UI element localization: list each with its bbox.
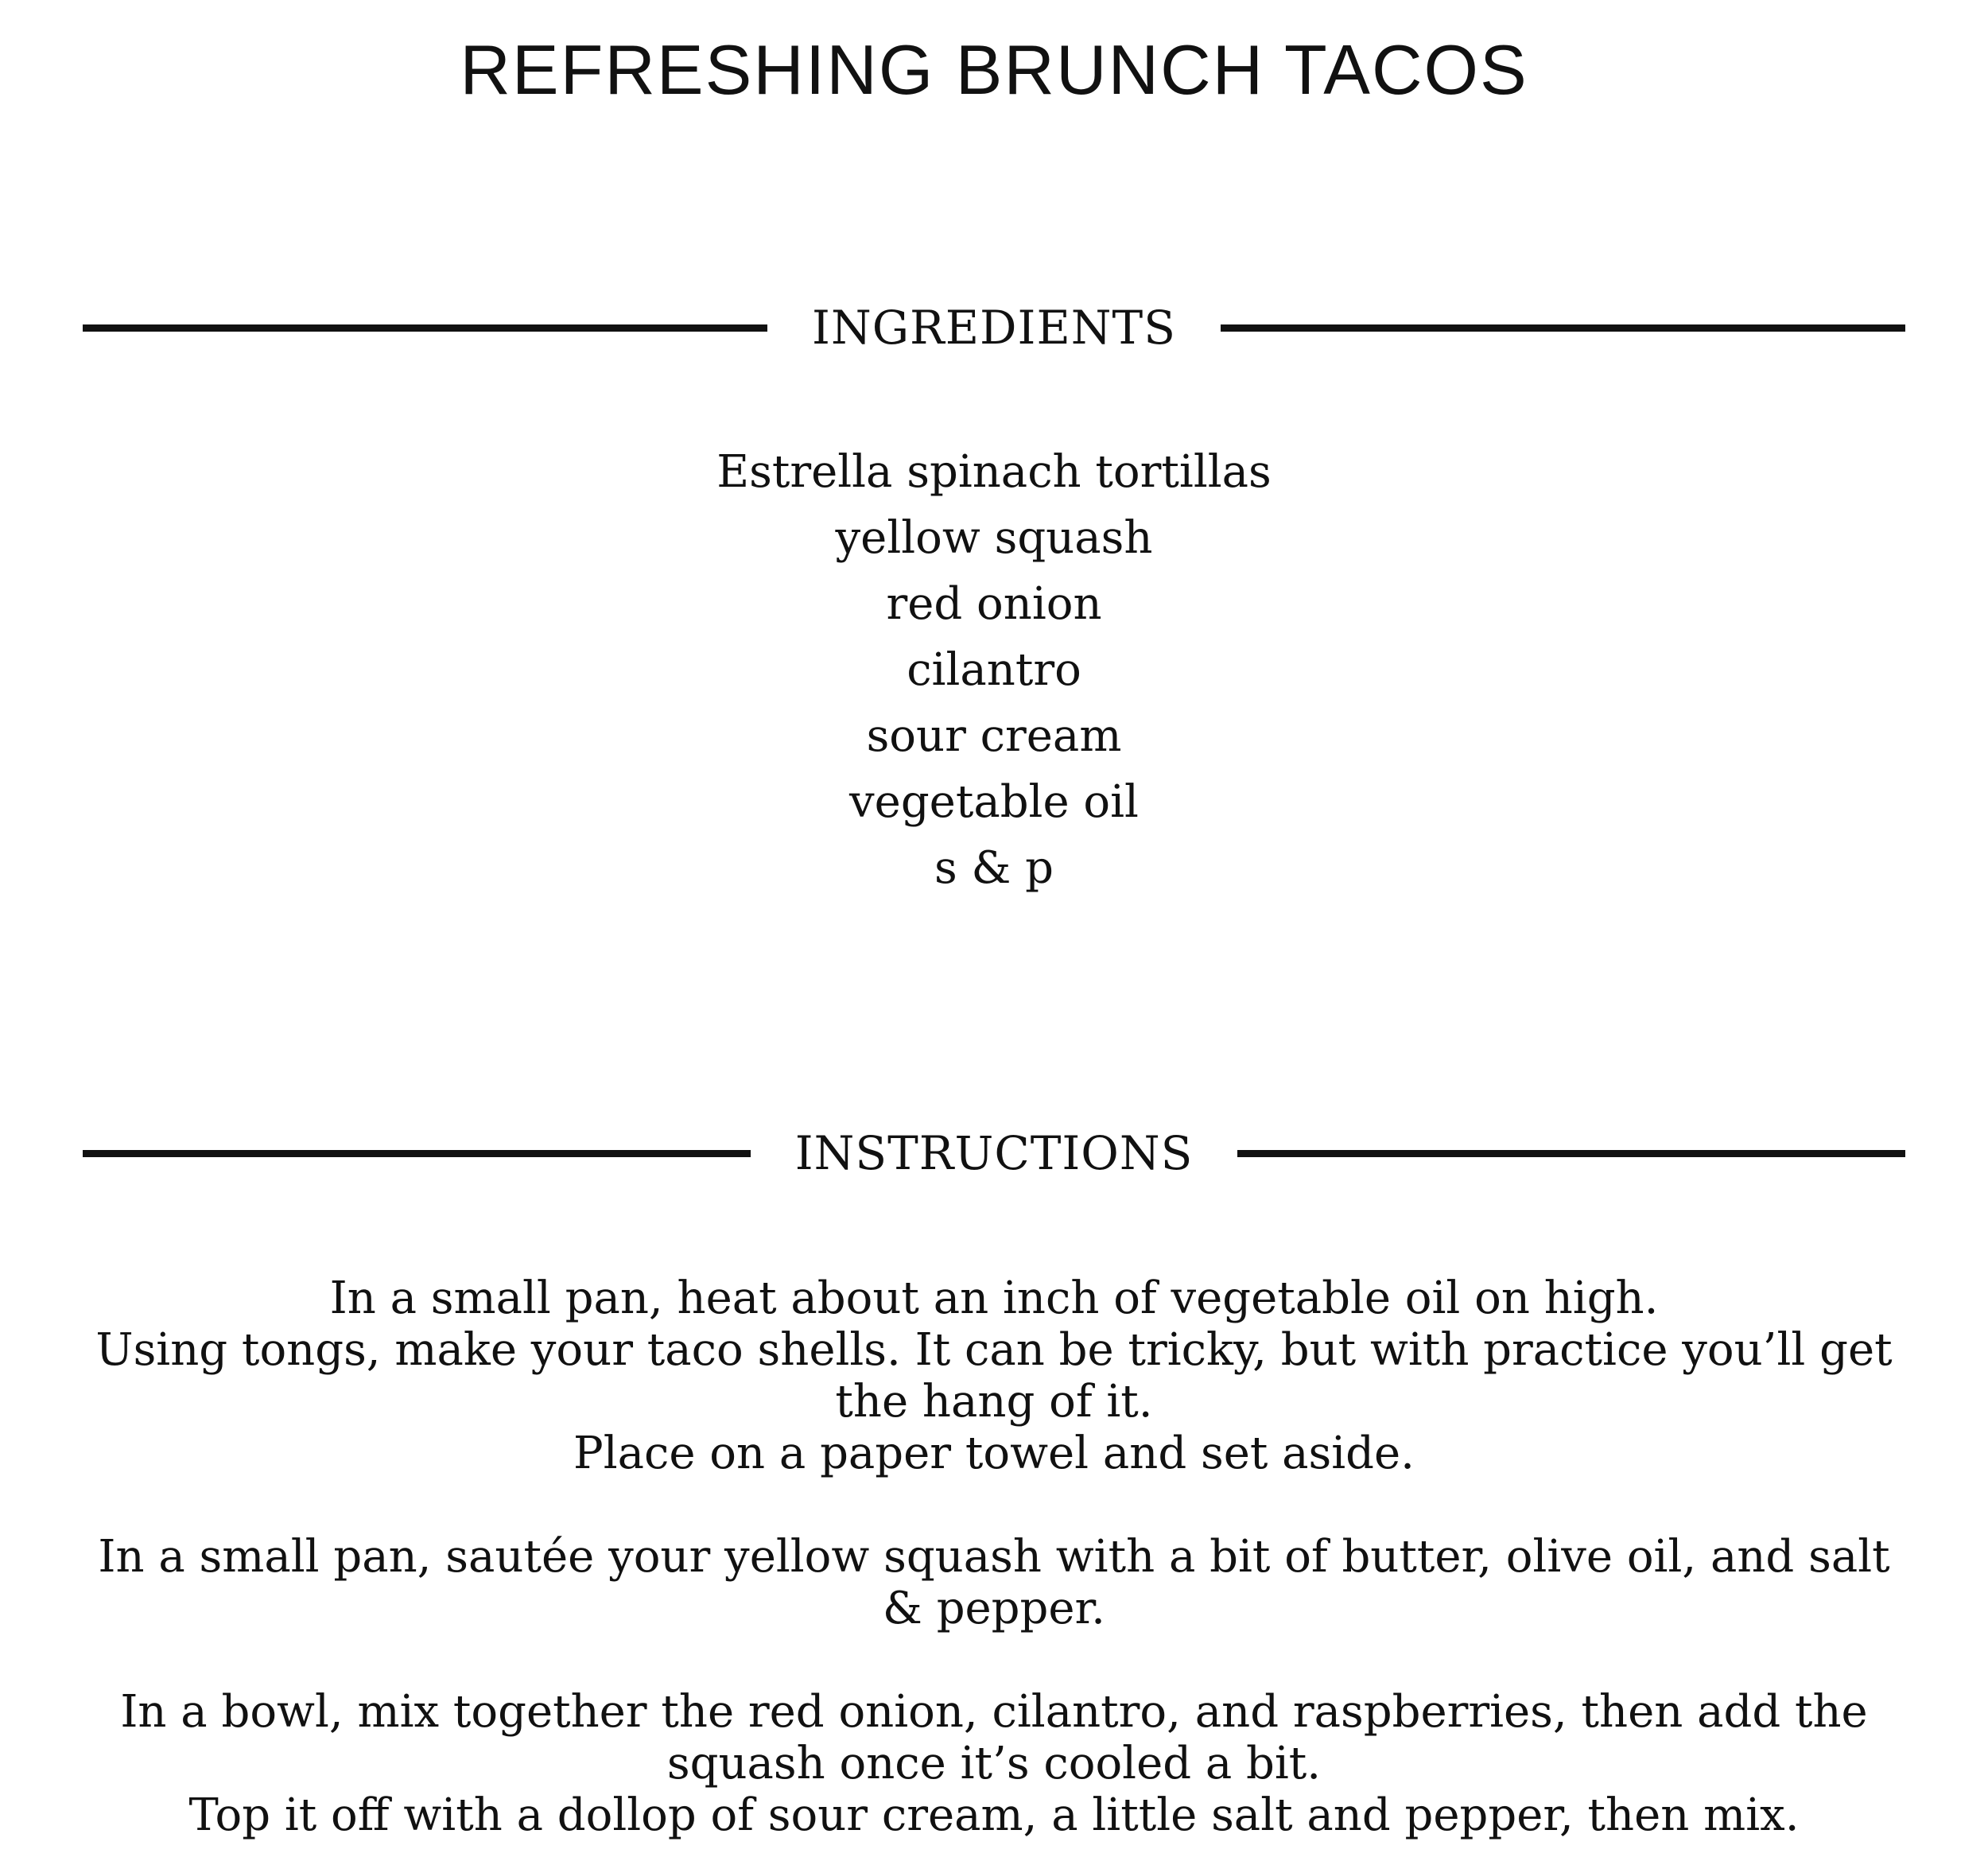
instruction-line: Top it off with a dollop of sour cream, a little salt and pepper, then mix. (188, 1789, 1800, 1841)
instruction-paragraph (80, 1531, 1908, 1634)
ingredient-item: s & p (934, 842, 1054, 894)
instruction-line: In a small pan, sautée your yellow squash with a bit of butter, olive oil, and salt & pepper. (98, 1531, 1890, 1634)
ingredients-heading: INGREDIENTS (812, 301, 1176, 355)
instruction-paragraph (80, 1272, 1908, 1479)
ingredient-item: yellow squash (835, 512, 1153, 564)
ingredient-item: sour cream (866, 710, 1122, 762)
divider-line-right (1221, 324, 1905, 332)
instruction-line: In a bowl, mix together the red onion, cilantro, and raspberries, then add the squash once it’s cooled a bit. (120, 1686, 1868, 1789)
instruction-line: Place on a paper towel and set aside. (573, 1428, 1415, 1479)
instructions-heading: INSTRUCTIONS (794, 1126, 1194, 1180)
ingredient-item: Estrella spinach tortillas (716, 446, 1272, 498)
ingredients-list (0, 439, 1988, 901)
divider-line-left (83, 324, 767, 332)
ingredients-header (83, 296, 1905, 359)
divider-line-left (83, 1150, 751, 1157)
instruction-line: Using tongs, make your taco shells. It can be tricky, but with practice you’ll get the hang of it. (95, 1324, 1893, 1428)
ingredient-item: red onion (886, 578, 1102, 630)
ingredient-item: vegetable oil (849, 776, 1139, 828)
instruction-paragraph (80, 1686, 1908, 1841)
instruction-line: In a small pan, heat about an inch of vegetable oil on high. (329, 1272, 1659, 1324)
divider-line-right (1237, 1150, 1905, 1157)
instructions-body (80, 1272, 1908, 1841)
instructions-header (83, 1121, 1905, 1185)
page-title: REFRESHING BRUNCH TACOS (460, 30, 1528, 109)
ingredient-item: cilantro (907, 644, 1081, 696)
